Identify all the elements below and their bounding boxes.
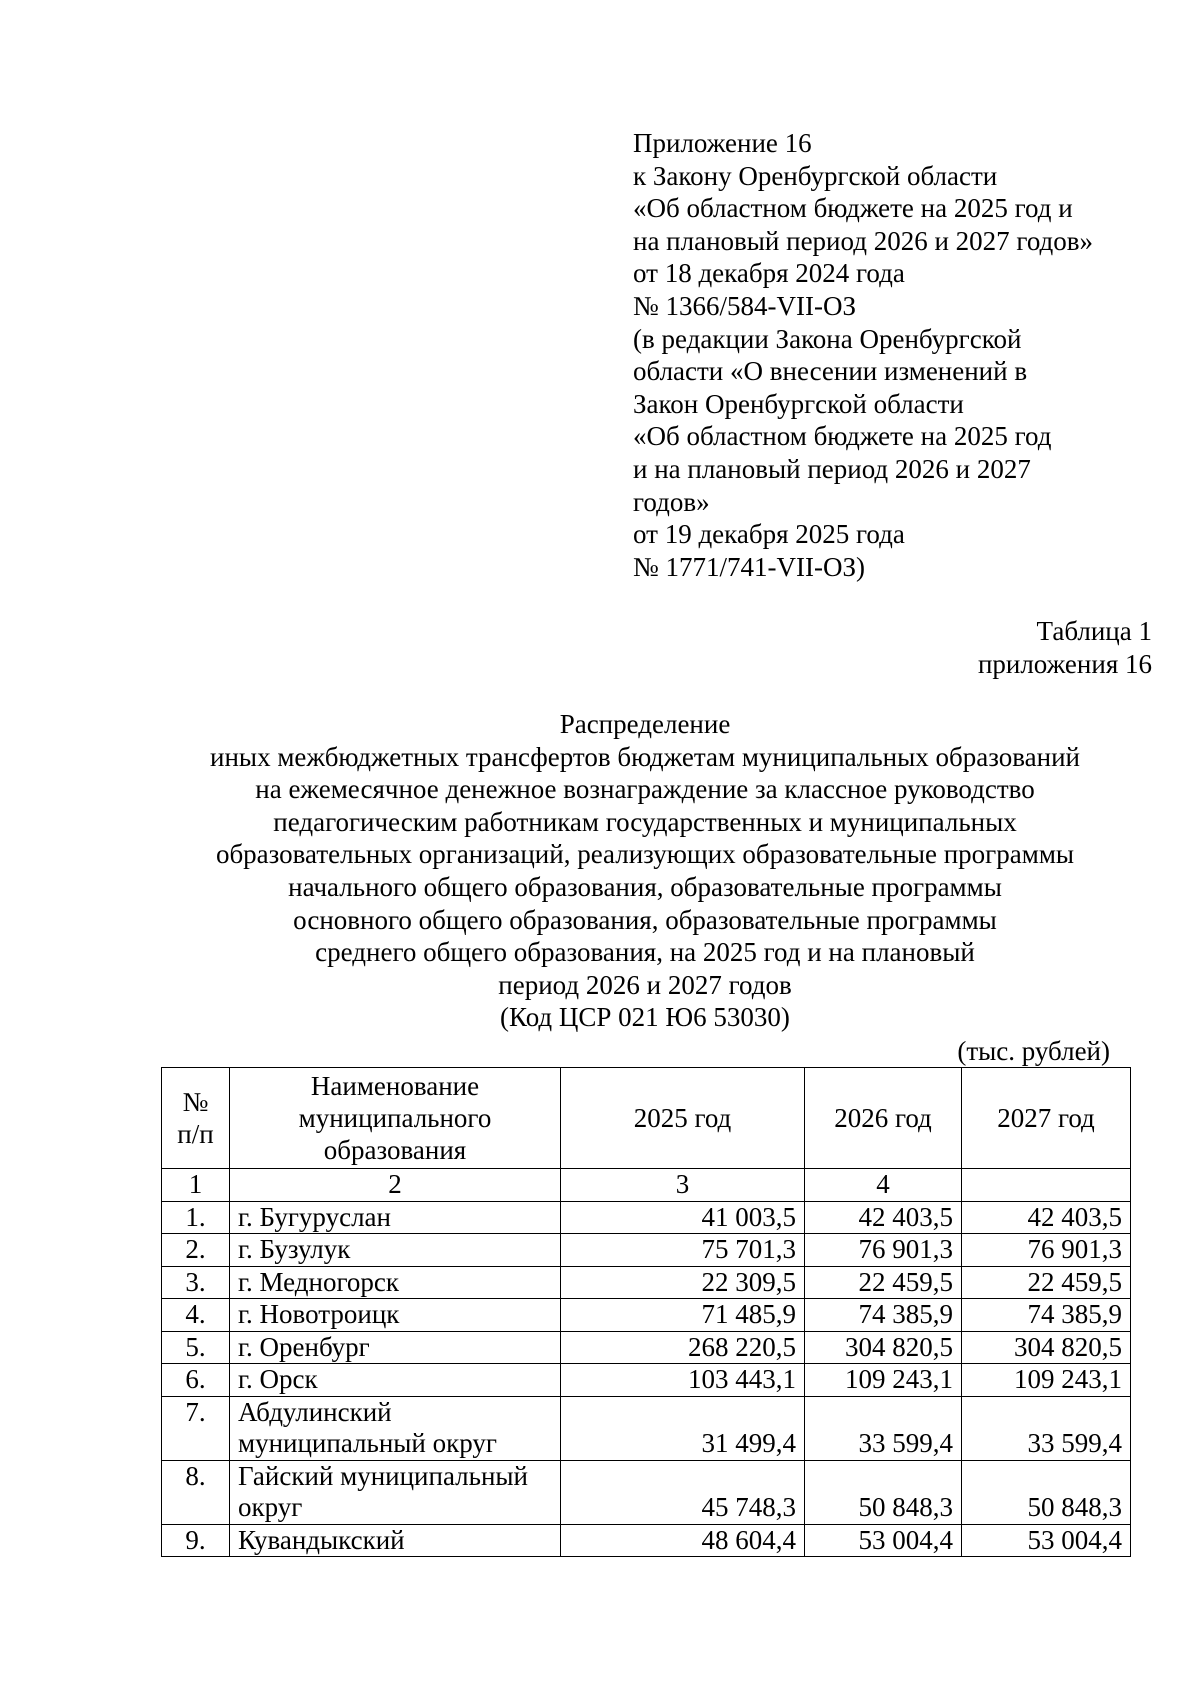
title-line: (Код ЦСР 021 Ю6 53030) <box>500 1002 790 1033</box>
header-2026: 2026 год <box>805 1068 962 1169</box>
approval-line: Приложение 16 <box>633 128 812 158</box>
row-name: г. Оренбург <box>230 1331 561 1364</box>
title-line: на ежемесячное денежное вознаграждение за классное руководство <box>255 774 1035 805</box>
row-value-2025: 75 701,3 <box>561 1234 805 1267</box>
row-name: г. Орск <box>230 1364 561 1397</box>
distribution-table <box>161 1067 1131 1557</box>
approval-line: № 1771/741-VII-ОЗ) <box>633 551 865 582</box>
table-row <box>162 1364 1131 1397</box>
title-line: период 2026 и 2027 годов <box>498 969 792 1000</box>
header-number-line2: п/п <box>177 1119 214 1149</box>
approval-line: к Закону Оренбургской области <box>633 160 998 191</box>
column-number <box>962 1169 1131 1202</box>
row-number: 9. <box>162 1524 230 1557</box>
column-numbers-row <box>162 1169 1131 1202</box>
header-number <box>162 1068 230 1169</box>
table-ref-line2: приложения 16 <box>977 649 1152 679</box>
approval-line: Закон Оренбургской области <box>633 388 964 419</box>
row-value-2027: 50 848,3 <box>962 1460 1131 1524</box>
approval-line: годов» <box>633 486 710 517</box>
column-number: 2 <box>230 1169 561 1202</box>
row-name: г. Медногорск <box>230 1266 561 1299</box>
row-number: 6. <box>162 1364 230 1397</box>
row-value-2026: 53 004,4 <box>805 1524 962 1557</box>
approval-line: на плановый период 2026 и 2027 годов» <box>633 225 1094 256</box>
row-name-line1: Абдулинский <box>238 1396 392 1427</box>
approval-line: «Об областном бюджете на 2025 год и <box>633 193 1073 224</box>
row-number: 2. <box>162 1234 230 1267</box>
document-title <box>150 708 1140 1034</box>
header-name <box>230 1068 561 1169</box>
title-line: педагогическим работникам государственных и муниципальных <box>273 806 1017 837</box>
table-row <box>162 1460 1131 1524</box>
row-value-2027: 304 820,5 <box>962 1331 1131 1364</box>
row-value-2025: 48 604,4 <box>561 1524 805 1557</box>
row-value-2025: 41 003,5 <box>561 1201 805 1234</box>
row-value-2026: 76 901,3 <box>805 1234 962 1267</box>
row-value-2025: 45 748,3 <box>561 1460 805 1524</box>
approval-line: № 1366/584-VII-ОЗ <box>633 290 857 321</box>
row-name-line2: округ <box>238 1492 303 1522</box>
row-number: 8. <box>162 1460 230 1524</box>
row-name-line1: Гайский муниципальный <box>238 1460 528 1491</box>
title-line: основного общего образования, образовательные программы <box>293 904 997 935</box>
row-name-line2: муниципальный округ <box>238 1428 497 1458</box>
row-number: 5. <box>162 1331 230 1364</box>
table-reference <box>978 615 1152 681</box>
approval-line: от 18 декабря 2024 года <box>633 258 905 289</box>
header-2025: 2025 год <box>561 1068 805 1169</box>
row-value-2025: 103 443,1 <box>561 1364 805 1397</box>
header-name-line2: муниципального <box>298 1103 492 1133</box>
row-value-2026: 22 459,5 <box>805 1266 962 1299</box>
approval-line: (в редакции Закона Оренбургской <box>633 323 1022 354</box>
table-ref-line1: Таблица 1 <box>1036 616 1152 646</box>
row-number: 3. <box>162 1266 230 1299</box>
row-value-2026: 74 385,9 <box>805 1299 962 1332</box>
row-name: г. Новотроицк <box>230 1299 561 1332</box>
row-value-2026: 42 403,5 <box>805 1201 962 1234</box>
row-value-2027: 33 599,4 <box>962 1396 1131 1460</box>
title-line: среднего общего образования, на 2025 год и на плановый <box>315 937 975 968</box>
table-row <box>162 1234 1131 1267</box>
row-value-2026: 109 243,1 <box>805 1364 962 1397</box>
approval-line: и на плановый период 2026 и 2027 <box>633 453 1031 484</box>
row-value-2027: 42 403,5 <box>962 1201 1131 1234</box>
table-row <box>162 1524 1131 1557</box>
title-line: Распределение <box>559 709 731 739</box>
row-value-2027: 53 004,4 <box>962 1524 1131 1557</box>
row-value-2026: 50 848,3 <box>805 1460 962 1524</box>
row-number: 4. <box>162 1299 230 1332</box>
row-value-2027: 74 385,9 <box>962 1299 1131 1332</box>
column-number: 1 <box>162 1169 230 1202</box>
title-line: образовательных организаций, реализующих образовательные программы <box>215 839 1075 870</box>
row-name <box>230 1396 561 1460</box>
table-row <box>162 1201 1131 1234</box>
header-name-line3: образования <box>323 1135 467 1165</box>
row-value-2025: 268 220,5 <box>561 1331 805 1364</box>
table-row <box>162 1396 1131 1460</box>
row-name: г. Бузулук <box>230 1234 561 1267</box>
column-number: 4 <box>805 1169 962 1202</box>
row-value-2025: 22 309,5 <box>561 1266 805 1299</box>
table-header-row <box>162 1068 1131 1169</box>
approval-block <box>633 127 1153 583</box>
header-name-line1: Наименование <box>310 1071 480 1101</box>
table-row <box>162 1266 1131 1299</box>
row-value-2027: 22 459,5 <box>962 1266 1131 1299</box>
row-name <box>230 1460 561 1524</box>
table-row <box>162 1299 1131 1332</box>
approval-line: от 19 декабря 2025 года <box>633 519 905 550</box>
row-value-2026: 304 820,5 <box>805 1331 962 1364</box>
row-name: Кувандыкский <box>230 1524 561 1557</box>
row-number: 7. <box>162 1396 230 1460</box>
approval-line: «Об областном бюджете на 2025 год <box>633 421 1052 452</box>
row-value-2027: 76 901,3 <box>962 1234 1131 1267</box>
units-label: (тыс. рублей) <box>957 1036 1110 1066</box>
header-2027: 2027 год <box>962 1068 1131 1169</box>
row-number: 1. <box>162 1201 230 1234</box>
row-value-2025: 71 485,9 <box>561 1299 805 1332</box>
title-line: иных межбюджетных трансфертов бюджетам муниципальных образований <box>210 741 1080 772</box>
row-value-2025: 31 499,4 <box>561 1396 805 1460</box>
row-value-2026: 33 599,4 <box>805 1396 962 1460</box>
table-row <box>162 1331 1131 1364</box>
header-number-line1: № <box>182 1087 209 1117</box>
row-value-2027: 109 243,1 <box>962 1364 1131 1397</box>
approval-line: области «О внесении изменений в <box>633 356 1028 387</box>
row-name: г. Бугуруслан <box>230 1201 561 1234</box>
title-line: начального общего образования, образовательные программы <box>288 871 1002 902</box>
column-number: 3 <box>561 1169 805 1202</box>
